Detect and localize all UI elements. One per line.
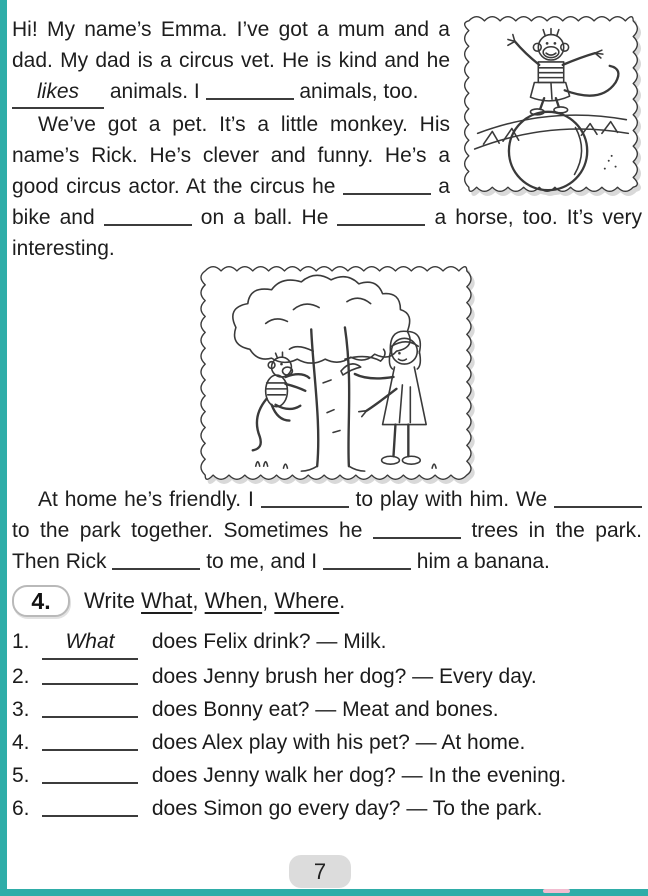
story-paragraph-1 xyxy=(12,14,642,109)
story-text: to play with him. We xyxy=(348,488,554,511)
answer-blank[interactable] xyxy=(323,549,411,570)
story-paragraph-3 xyxy=(12,484,642,577)
answer-blank[interactable] xyxy=(554,487,642,508)
question-number: 1. xyxy=(12,630,30,653)
story-text: a bike and xyxy=(12,175,450,229)
story-text: animals, too. xyxy=(293,80,419,103)
title-text: , xyxy=(192,588,205,613)
circus-illustration xyxy=(460,14,642,196)
story-text: We’ve got a pet. It’s a little monkey. His name’s Rick. He’s clever and funny. He’s a good circus actor. At the circus he xyxy=(12,113,450,198)
question-number: 5. xyxy=(12,764,30,787)
question-row xyxy=(12,625,642,660)
title-text: . xyxy=(339,588,346,613)
question-number: 3. xyxy=(12,698,30,721)
pink-mark xyxy=(543,889,570,893)
story-text: At home he’s friendly. I xyxy=(38,488,261,511)
question-row xyxy=(12,660,642,693)
question-text: does Bonny eat? — Meat and bones. xyxy=(146,698,499,721)
park-illustration xyxy=(197,264,475,484)
question-row xyxy=(12,759,642,792)
answer-blank[interactable] xyxy=(373,518,461,539)
story-text: to me, and I xyxy=(200,550,323,573)
question-number: 4. xyxy=(12,731,30,754)
question-text: does Jenny brush her dog? — Every day. xyxy=(146,665,537,688)
answer-blank-filled[interactable]: likes xyxy=(12,76,104,109)
answer-blank[interactable] xyxy=(104,205,192,226)
exercise-title xyxy=(84,588,345,614)
story-text: a horse, too. It’s very interesting. xyxy=(12,206,642,260)
question-number: 2. xyxy=(12,665,30,688)
page-number-badge xyxy=(289,855,351,888)
answer-blank[interactable] xyxy=(42,730,138,751)
page-number: 7 xyxy=(313,858,327,884)
question-list xyxy=(12,625,642,825)
story-text: on a ball. He xyxy=(191,206,338,229)
answer-blank[interactable] xyxy=(261,487,349,508)
question-text: does Alex play with his pet? — At home. xyxy=(146,731,526,754)
answer-blank-filled[interactable]: What xyxy=(42,625,138,660)
answer-blank[interactable] xyxy=(42,697,138,718)
answer-blank[interactable] xyxy=(42,796,138,817)
question-text: does Felix drink? — Milk. xyxy=(146,630,387,653)
title-text: , xyxy=(262,588,275,613)
title-word-when: When xyxy=(204,588,263,613)
answer-blank[interactable] xyxy=(112,549,200,570)
title-text: Write xyxy=(84,588,142,613)
question-text: does Jenny walk her dog? — In the evening. xyxy=(146,764,567,787)
question-row xyxy=(12,792,642,825)
exercise-header xyxy=(12,583,642,619)
title-word-where: Where xyxy=(274,588,340,613)
answer-blank[interactable] xyxy=(206,79,294,100)
question-number: 6. xyxy=(12,797,30,820)
story-text: Hi! My name’s Emma. I’ve got a mum and a dad. My dad is a circus vet. He is kind and he xyxy=(12,18,450,72)
teal-border-left xyxy=(0,0,7,896)
story-text: trees in the park. Then Rick xyxy=(12,519,642,573)
monkey-tree-girl-drawing xyxy=(197,264,475,484)
question-text: does Simon go every day? — To the park. xyxy=(146,797,543,820)
story-text: animals. I xyxy=(104,80,206,103)
answer-blank[interactable] xyxy=(42,763,138,784)
story-text: him a banana. xyxy=(410,550,550,573)
answer-blank[interactable] xyxy=(42,664,138,685)
answer-blank[interactable] xyxy=(337,205,425,226)
story-text: to the park together. Sometimes he xyxy=(12,519,373,542)
question-row xyxy=(12,693,642,726)
exercise-number: 4. xyxy=(31,587,51,614)
question-row xyxy=(12,726,642,759)
monkey-on-ball-drawing xyxy=(460,14,642,196)
title-word-what: What xyxy=(141,588,193,613)
exercise-number-badge xyxy=(12,585,70,617)
answer-blank[interactable] xyxy=(343,174,431,195)
